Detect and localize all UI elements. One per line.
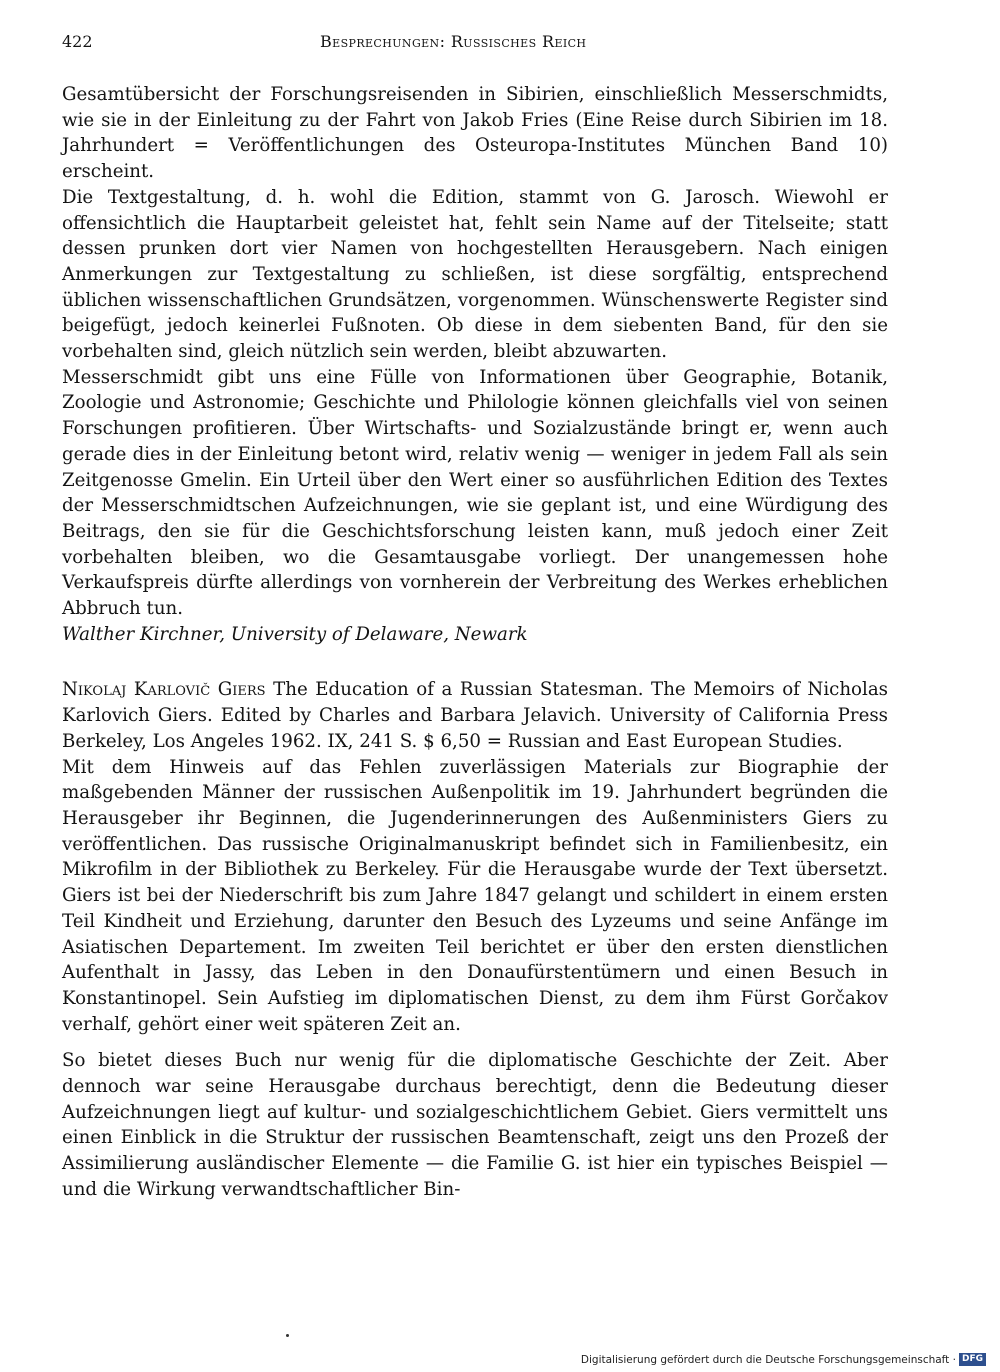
scan-speck [286,1334,289,1337]
running-title: Besprechungen: Russisches Reich [320,32,587,51]
review-entry-heading [62,677,888,754]
footer-text: Digitalisierung gefördert durch die Deutsche Forschungsgemeinschaft · [580,1353,956,1366]
page-number: 422 [62,32,93,51]
dfg-logo: DFG [959,1353,986,1366]
page-content [62,82,888,1203]
book-author: Nikolaj Karlovič Giers [62,679,266,701]
paragraph: So bietet dieses Buch nur wenig für die diplomatische Geschichte der Zeit. Aber dennoch war seine Herausgabe durchaus berechtigt, denn die Bedeutung dieser Aufzeichnungen liegt auf kultur- und sozialgeschichtlichem Gebiet. Giers vermittelt uns einen Einblick in die Struktur der russischen Beamtenschaft, zeigt uns den Prozeß der Assimilierung ausländischer Elemente — die Familie G. ist hier ein typisches Beispiel — und die Wirkung verwandtschaftlicher Bin- [62,1050,888,1200]
review-separator [62,647,888,677]
book-citation: The Education of a Russian Statesman. The Memoirs of Nicholas Karlovich Giers. Edited by Charles and Barbara Jelavich. University of California Press Berkeley, Los Angeles 1962. IX, 241 S. $ 6,50 = Russian and East European Studies. [62,679,889,752]
paragraph: Mit dem Hinweis auf das Fehlen zuverlässigen Materials zur Biographie der maßgebenden Männer der russischen Außenpolitik im 19. Jahrhundert begründen die Herausgeber ihr Beginnen, die Jugenderinnerungen des Außenministers Giers zu veröffentlichen. Das russische Originalmanuskript befindet sich in Familienbesitz, ein Mikrofilm in der Bibliothek zu Berkeley. Für die Herausgabe wurde der Text übersetzt. Giers ist bei der Niederschrift bis zum Jahre 1847 gelangt und schildert in einem ersten Teil Kindheit und Erziehung, darunter den Besuch des Lyzeums und seine Anfänge im Asiatischen Departement. Im zweiten Teil berichtet er über den ersten dienstlichen Aufenthalt in Jassy, das Leben in den Donaufürstentümern und einen Besuch in Konstantinopel. Sein Aufstieg im diplomatischen Dienst, zu dem ihm Fürst Gorčakov verhalf, gehört einer weit späteren Zeit an. [62,756,888,1035]
digitization-footer [581,1353,986,1366]
paragraph: Messerschmidt gibt uns eine Fülle von Informationen über Geographie, Botanik, Zoologie und Astronomie; Geschichte und Philologie können gleichfalls viel von seinen Forschungen profitieren. Über Wirtschafts- und Sozialzustände bringt er, wenn auch gerade dies in der Einleitung betont wird, relativ wenig — weniger in jedem Fall als sein Zeitgenosse Gmelin. Ein Urteil über den Wert einer so ausführlichen Edition des Textes der Messerschmidtschen Aufzeichnungen, wie sie geplant ist, und eine Würdigung des Beitrags, den sie für die Geschichtsforschung leisten kann, muß jedoch einer Zeit vorbehalten bleiben, wo die Gesamtausgabe vorliegt. Der unangemessen hohe Verkaufspreis dürfte allerdings von vornherein der Verbreitung des Werkes erheblichen Abbruch tun. [62,366,888,620]
reviewer-signature: Walther Kirchner, University of Delaware, Newark [62,623,528,645]
paragraph: Die Textgestaltung, d. h. wohl die Edition, stammt von G. Jarosch. Wiewohl er offensichtlich die Hauptarbeit geleistet hat, fehlt sein Name auf der Titelseite; statt dessen prunken dort vier Namen von hochgestellten Herausgebern. Nach einigen Anmerkungen zur Textgestaltung zu schließen, ist diese sorgfältig, entsprechend üblichen wissenschaftlichen Grundsätzen, vorgenommen. Wünschenswerte Register sind beigefügt, jedoch keinerlei Fußnoten. Ob diese in dem siebenten Band, für den sie vorbehalten sind, gleich nützlich sein werden, bleibt abzuwarten. [62,186,888,363]
page-header [62,32,888,56]
paragraph: Gesamtübersicht der Forschungsreisenden in Sibirien, einschließlich Messerschmidts, wie sie in der Einleitung zu der Fahrt von Jakob Fries (Eine Reise durch Sibirien im 18. Jahrhundert = Veröffentlichungen des Osteuropa-Institutes München Band 10) erscheint. [62,84,888,183]
